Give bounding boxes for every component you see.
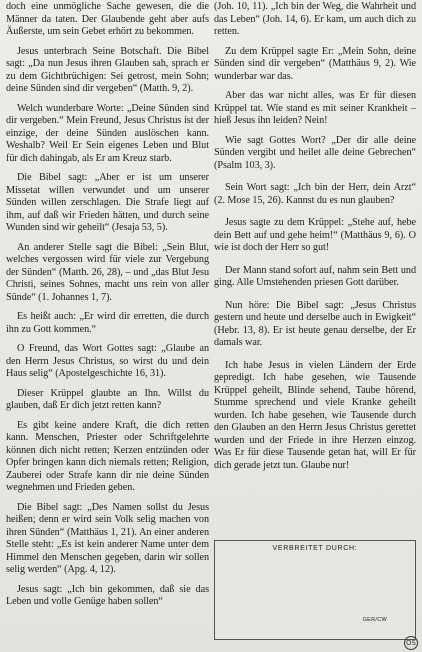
paragraph: Dieser Krüppel glaubte an Ihn. Willst du glauben, daß Er dich jetzt retten kann? [6,387,209,411]
paragraph: Jesus sagt: „Ich bin gekommen, daß sie das Leben und volle Genüge haben sollen“ [6,583,209,607]
paragraph: Wie sagt Gottes Wort? „Der dir alle deine Sünden vergibt und heilet alle deine Gebrechen“ (Psalm 103, 3). [214,134,416,171]
left-column [6,0,209,652]
paragraph: Der Mann stand sofort auf, nahm sein Bett und ging. Alle Umstehenden priesen Gott darüber. [214,264,416,288]
paragraph: Aber das war nicht alles, was Er für diesen Krüppel tat. Wie stand es mit seiner Krankheit – hieß Jesus ihn leiden? Nein! [214,90,416,126]
paragraph: O Freund, das Wort Gottes sagt: „Glaube an den Herrn Jesus Christus, so wirst du und dein Haus selig“ (Apostelgeschichte 16, 31). [6,343,209,379]
paragraph: Die Bibel sagt: „Des Namen sollst du Jesus heißen; denn er wird sein Volk selig machen von ihren Sünden“ (Matthäus 1, 21). An einer anderen Stelle steht: „Es ist kein anderer Name unter dem Himmel den Menschen gegeben, darin wir sollen selig werden“ (Apg. 4, 12). [6,501,209,575]
publisher-logo-icon: OS [404,636,418,650]
paragraph: Zu dem Krüppel sagte Er: „Mein Sohn, deine Sünden sind dir vergeben“ (Matthäus 9, 2). Wie wunderbar war das. [214,45,416,82]
paragraph: doch eine unmögliche Sache gewesen, die die Männer da taten. Der Glaubende geht aber aufs Äußerste, um sein Gebet erhört zu bekommen. [6,1,209,37]
paragraph: Welch wunderbare Worte: „Deine Sünden sind dir vergeben.“ Mein Freund, Jesus Christus ist der einzige, der deine Sünden auslöschen kann. Weshalb? Weil Er Sein eigenes Leben und Blut für dich dahingab, als Er am Kreuz starb. [6,102,209,164]
publication-code: GER/CW [362,617,387,623]
paragraph: Es gibt keine andere Kraft, die dich retten kann. Menschen, Priester oder Schriftgelehrte können dich nicht retten; Kerzen entzünden oder Opfer bringen kann dich niemals retten; Religion, Zauberei oder Strafe kann dir nie deine Sünden wegnehmen und Frieden geben. [6,419,209,493]
paragraph: Nun höre: Die Bibel sagt: „Jesus Christus gestern und heute und derselbe auch in Ewigkeit“ (Hebr. 13, 8). Er ist heute genau derselbe, der Er damals war. [214,299,416,348]
paragraph: Jesus unterbrach Seine Botschaft. Die Bibel sagt: „Da nun Jesus ihren Glauben sah, sprach er zu dem Gichtbrüchigen: Sei getrost, mein Sohn; deine Sünden sind dir vergeben“ (Matth. 9, 2). [6,45,209,94]
paragraph: Es heißt auch: „Er wird dir erretten, die durch ihn zu Gott kommen.“ [6,311,209,335]
paragraph: Sein Wort sagt: „Ich bin der Herr, dein Arzt“ (2. Mose 15, 26). Kannst du es nun glauben? [214,182,416,206]
stamp-title: VERBREITET DURCH: [272,545,358,552]
paragraph: Die Bibel sagt: „Aber er ist um unserer Missetat willen verwundet und um unserer Sünden willen zerschlagen. Die Strafe liegt auf ihm, auf daß wir Frieden hätten, und durch seine Wunden sind wir geheilt“ (Jesaja 53, 5). [6,172,209,233]
paragraph: (Joh. 10, 11). „Ich bin der Weg, die Wahrheit und das Leben“ (Joh. 14, 6). Er kam, um auch dich zu retten. [214,1,416,37]
paragraph: Jesus sagte zu dem Krüppel: „Stehe auf, hebe dein Bett auf und gehe heim!“ (Matthäus 9, 6). O wie ist doch der Herr so gut! [214,217,416,253]
paragraph: An anderer Stelle sagt die Bibel: „Sein Blut, welches vergossen wird für viele zur Vergebung der Sünden“ (Matth. 26, 28), – und „das Blut Jesu Christi, seines Sohnes, macht uns rein von aller Sünde“ (1. Johannes 1, 7). [6,241,209,303]
paragraph: Ich habe Jesus in vielen Ländern der Erde gepredigt. Ich habe gesehen, wie Tausende Krüppel geheilt, Blinde sehend, Taube hörend, Stumme sprechend und viele Kranke geheilt wurden. Ich habe gesehen, wie Tausende durch den Glauben an den Herrn Jesus Christus gerettet wurden und der Friede in ihre Herzen einzog. Was Er für diese Tausende getan hat, will Er für dich gerade jetzt tun. Glaube nur! [214,359,416,471]
distribution-stamp-box [214,540,416,640]
